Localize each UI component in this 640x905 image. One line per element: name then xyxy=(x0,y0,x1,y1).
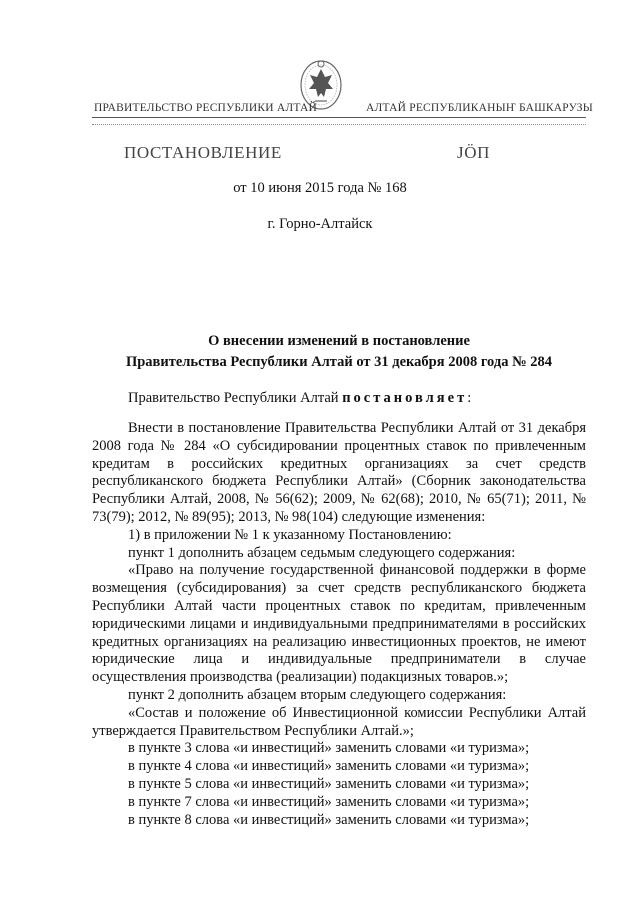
body-paragraph: 1) в приложении № 1 к указанному Постановлению: xyxy=(128,526,452,543)
document-title xyxy=(92,331,586,373)
header-divider-dotted xyxy=(92,124,586,125)
body-paragraph: в пункте 8 слова «и инвестиций» заменить словами «и туризма»; xyxy=(128,811,530,828)
body-paragraph: пункт 2 дополнить абзацем вторым следующего содержания: xyxy=(128,686,507,703)
document-date: от 10 июня 2015 года № 168 xyxy=(233,180,407,196)
body-paragraph: в пункте 7 слова «и инвестиций» заменить словами «и туризма»; xyxy=(128,793,530,810)
decree-suffix: : xyxy=(467,390,472,406)
body-paragraph: «Состав и положение об Инвестиционной комиссии Республики Алтай утверждается Правительством Республики Алтай.»; xyxy=(92,704,586,739)
org-name-russian: ПРАВИТЕЛЬСТВО РЕСПУБЛИКИ АЛТАЙ xyxy=(94,102,318,114)
doc-type-russian: ПОСТАНОВЛЕНИЕ xyxy=(124,143,282,162)
decree-prefix: Правительство Республики Алтай xyxy=(128,390,343,406)
header-divider xyxy=(92,117,586,118)
document-body xyxy=(92,420,586,829)
body-paragraph: в пункте 3 слова «и инвестиций» заменить словами «и туризма»; xyxy=(128,740,530,757)
body-paragraph: Внести в постановление Правительства Республики Алтай от 31 декабря 2008 года № 284 «О субсидировании процентных ставок по привлеченным кредитам в российских кредитных организациях за счет средств республиканского бюджета Республики Алтай» (Сборник законодательства Республики Алтай, 2008, № 56(62); 2009, № 62(68); 2010, № 65(71); 2011, № 73(79); 2012, № 89(95); 2013, № 98(104) следующие изменения: xyxy=(92,420,586,525)
title-line: О внесении изменений в постановление xyxy=(208,333,470,349)
body-paragraph: в пункте 4 слова «и инвестиций» заменить словами «и туризма»; xyxy=(128,758,530,775)
body-paragraph: в пункте 5 слова «и инвестиций» заменить словами «и туризма»; xyxy=(128,775,530,792)
decree-verb: постановляет xyxy=(342,390,468,406)
doc-type-altai: ЈӦП xyxy=(457,143,490,162)
title-line: Правительства Республики Алтай от 31 декабря 2008 года № 284 xyxy=(125,354,553,370)
document-city: г. Горно-Алтайск xyxy=(267,216,373,232)
org-name-altai: АЛТАЙ РЕСПУБЛИКАНЫҤ БАШКАРУЗЫ xyxy=(366,102,593,114)
body-paragraph: «Право на получение государственной финансовой поддержки в форме возмещения (субсидирования) за счет средств республиканского бюджета Республики Алтай части процентных ставок по кредитам, привлеченным юридическими лицами и индивидуальными предпринимателями в российских кредитных организациях на реализацию инвестиционных проектов, не имеют юридические лица и индивидуальные предприниматели в случае осуществления производства (реализации) подакцизных товаров.»; xyxy=(92,562,586,686)
body-paragraph: пункт 1 дополнить абзацем седьмым следующего содержания: xyxy=(128,544,516,561)
decree-line xyxy=(128,390,471,407)
